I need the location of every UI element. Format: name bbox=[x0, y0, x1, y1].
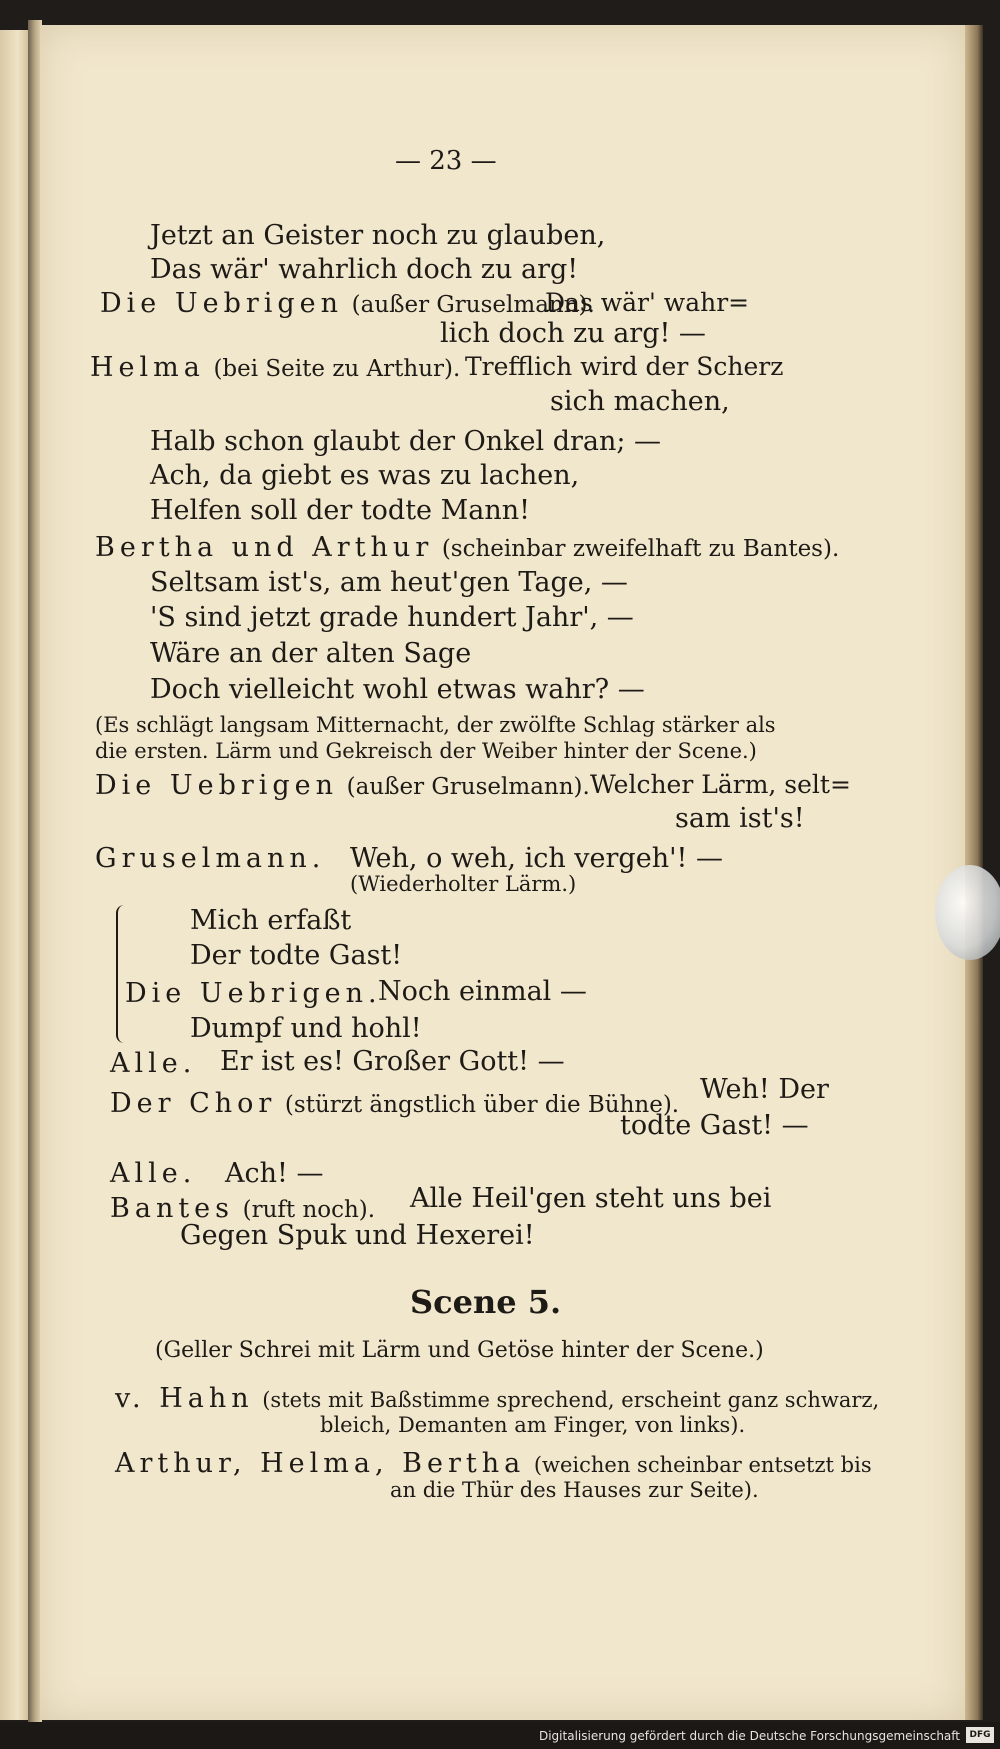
stage-direction: an die Thür des Hauses zur Seite). bbox=[390, 1478, 759, 1502]
speaker-line bbox=[110, 1195, 375, 1222]
text-line: Noch einmal — bbox=[378, 976, 587, 1007]
speaker-line bbox=[115, 1450, 872, 1477]
stage-direction: (stürzt ängstlich über die Bühne). bbox=[284, 1092, 680, 1118]
text-line: Helfen soll der todte Mann! bbox=[150, 495, 530, 526]
text-line: Der todte Gast! bbox=[190, 940, 403, 971]
speaker-line bbox=[110, 1090, 679, 1117]
speaker-name: Bantes bbox=[110, 1193, 235, 1224]
speaker-line bbox=[125, 980, 382, 1007]
text-line: Jetzt an Geister noch zu glauben, bbox=[150, 220, 606, 251]
text-line: Ach! — bbox=[225, 1158, 324, 1189]
stage-direction: (ruft noch). bbox=[242, 1197, 376, 1223]
stage-direction: (Wiederholter Lärm.) bbox=[350, 872, 577, 896]
text-line: Weh! Der bbox=[700, 1074, 829, 1105]
text-line: Gegen Spuk und Hexerei! bbox=[180, 1220, 535, 1251]
stage-direction: (weichen scheinbar entsetzt bis bbox=[533, 1453, 872, 1477]
speaker-line bbox=[110, 1160, 196, 1187]
text-line: lich doch zu arg! — bbox=[440, 318, 706, 349]
text-line: Seltsam ist's, am heut'gen Tage, — bbox=[150, 567, 628, 598]
stage-direction: (Es schlägt langsam Mitternacht, der zwölfte Schlag stärker als bbox=[95, 713, 776, 737]
left-page-edge bbox=[0, 30, 30, 1720]
stage-direction: die ersten. Lärm und Gekreisch der Weiber hinter der Scene.) bbox=[95, 739, 757, 763]
stage-direction: (scheinbar zweifelhaft zu Bantes). bbox=[441, 536, 840, 562]
stage-direction: bleich, Demanten am Finger, von links). bbox=[320, 1413, 746, 1437]
text-line: Doch vielleicht wohl etwas wahr? — bbox=[150, 674, 645, 705]
text-line: Wäre an der alten Sage bbox=[150, 638, 472, 669]
text-line: Trefflich wird der Scherz bbox=[465, 352, 784, 381]
speaker-line bbox=[90, 354, 460, 381]
text-line: Mich erfaßt bbox=[190, 905, 352, 936]
speaker-name: Alle. bbox=[110, 1158, 197, 1189]
footer-bar bbox=[0, 1722, 1000, 1749]
speaker-name: v. Hahn bbox=[115, 1383, 254, 1414]
stage-direction: (bei Seite zu Arthur). bbox=[213, 356, 461, 382]
speaker-name: Die Uebrigen bbox=[100, 288, 344, 319]
text-line: 'S sind jetzt grade hundert Jahr', — bbox=[150, 602, 634, 633]
page-number: — 23 — bbox=[395, 146, 497, 176]
bracket bbox=[116, 905, 124, 1043]
speaker-name: Die Uebrigen. bbox=[125, 978, 382, 1009]
stage-direction: (außer Gruselmann). bbox=[351, 292, 595, 318]
speaker-line bbox=[110, 1050, 196, 1077]
page-clip bbox=[935, 865, 1000, 960]
speaker-name: Gruselmann. bbox=[95, 843, 326, 874]
text-line: Er ist es! Großer Gott! — bbox=[220, 1046, 565, 1077]
stage-direction: (Geller Schrei mit Lärm und Getöse hinter der Scene.) bbox=[155, 1338, 764, 1363]
speaker-line bbox=[95, 534, 839, 561]
text-line: Das wär' wahr= bbox=[545, 288, 750, 317]
text-line: Weh, o weh, ich vergeh'! — bbox=[350, 843, 723, 874]
text-line: todte Gast! — bbox=[620, 1110, 809, 1141]
dfg-logo: DFG bbox=[966, 1727, 994, 1743]
speaker-line bbox=[95, 772, 590, 799]
stage-direction: (stets mit Baßstimme sprechend, erscheint ganz schwarz, bbox=[262, 1388, 880, 1412]
speaker-name: Bertha und Arthur bbox=[95, 532, 434, 563]
text-line: Das wär' wahrlich doch zu arg! bbox=[150, 254, 579, 285]
scene-heading: Scene 5. bbox=[410, 1283, 562, 1321]
speaker-name: Helma bbox=[90, 352, 205, 383]
speaker-line bbox=[95, 845, 325, 872]
speaker-line bbox=[100, 290, 595, 317]
speaker-name: Arthur, Helma, Bertha bbox=[115, 1448, 526, 1479]
text-line: sam ist's! bbox=[675, 803, 805, 834]
speaker-name: Der Chor bbox=[110, 1088, 277, 1119]
speaker-line bbox=[115, 1385, 879, 1412]
stage-direction: (außer Gruselmann). bbox=[346, 774, 590, 800]
text-line: Alle Heil'gen steht uns bei bbox=[410, 1183, 772, 1214]
text-line: sich machen, bbox=[550, 386, 730, 417]
text-line: Halb schon glaubt der Onkel dran; — bbox=[150, 426, 662, 457]
text-line: Dumpf und hohl! bbox=[190, 1013, 422, 1044]
speaker-name: Alle. bbox=[110, 1048, 197, 1079]
funding-notice: Digitalisierung gefördert durch die Deutsche Forschungsgemeinschaft bbox=[538, 1729, 960, 1743]
text-line: Ach, da giebt es was zu lachen, bbox=[150, 460, 580, 491]
speaker-name: Die Uebrigen bbox=[95, 770, 339, 801]
text-line: Welcher Lärm, selt= bbox=[590, 770, 851, 799]
